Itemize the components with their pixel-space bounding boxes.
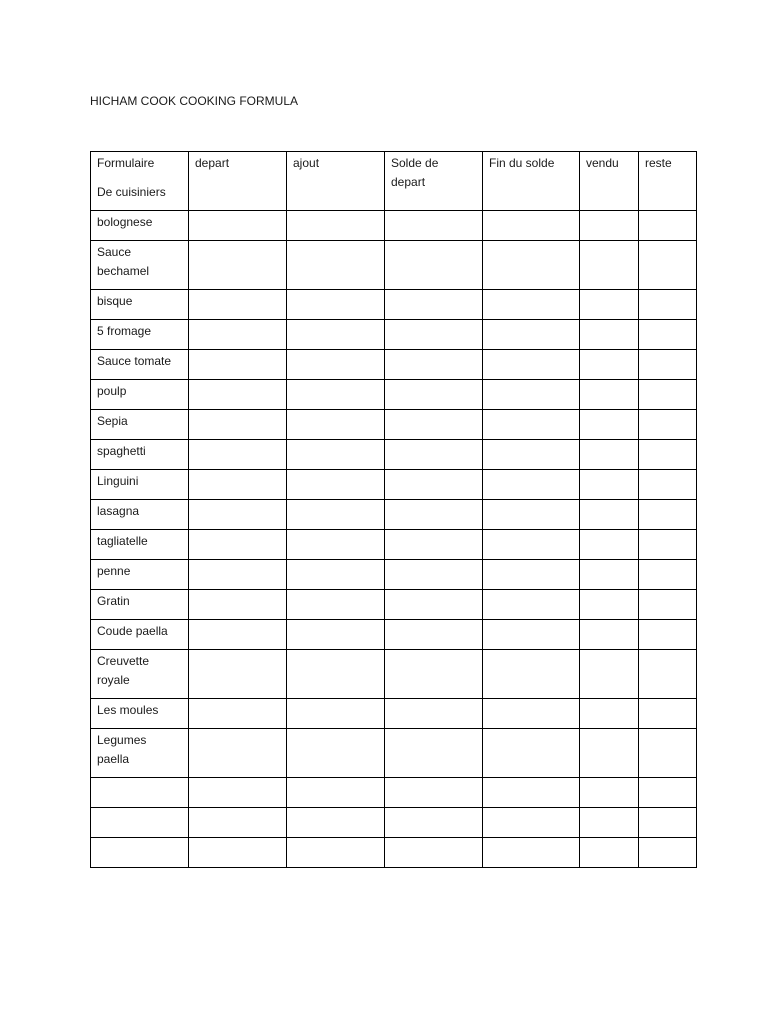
cell-ajout [287,590,385,620]
cell-vendu [580,650,639,699]
item-name-line1: Linguini [97,474,139,488]
cell-solde-de-depart [385,729,483,778]
table-row [91,241,697,290]
cell-depart [189,590,287,620]
cell-solde-de-depart [385,290,483,320]
item-name-cell [91,650,189,699]
item-name-line1: Sepia [97,414,128,428]
table-row [91,350,697,380]
cell-vendu [580,778,639,808]
item-name-cell [91,530,189,560]
item-name-line1: tagliatelle [97,534,148,548]
cell-fin-du-solde [483,778,580,808]
header-solde-line2: depart [391,175,426,189]
item-name-line1: Sauce tomate [97,354,172,368]
item-name-cell [91,590,189,620]
cell-ajout [287,211,385,241]
cell-depart [189,729,287,778]
cell-solde-de-depart [385,380,483,410]
table-row [91,410,697,440]
header-cell-solde-de-depart [385,152,483,211]
cell-vendu [580,808,639,838]
cell-depart [189,650,287,699]
cell-vendu [580,500,639,530]
cell-solde-de-depart [385,620,483,650]
table-row [91,620,697,650]
cell-reste [639,650,697,699]
cell-reste [639,320,697,350]
cell-reste [639,211,697,241]
cell-reste [639,838,697,868]
cell-depart [189,440,287,470]
table-row [91,699,697,729]
cell-vendu [580,699,639,729]
table-row [91,650,697,699]
table-row [91,320,697,350]
cell-solde-de-depart [385,778,483,808]
cell-depart [189,808,287,838]
cell-fin-du-solde [483,530,580,560]
cell-fin-du-solde [483,380,580,410]
table-body [91,152,697,868]
cell-vendu [580,410,639,440]
cell-ajout [287,290,385,320]
table-row [91,290,697,320]
cell-depart [189,699,287,729]
cell-solde-de-depart [385,241,483,290]
item-name-line1: 5 fromage [97,324,152,338]
cell-fin-du-solde [483,729,580,778]
cell-fin-du-solde [483,470,580,500]
table-row [91,440,697,470]
cell-fin-du-solde [483,320,580,350]
cell-vendu [580,380,639,410]
inventory-table [90,151,697,868]
cell-ajout [287,620,385,650]
cell-fin-du-solde [483,808,580,838]
header-solde-line1: Solde de [391,156,439,170]
cell-vendu [580,211,639,241]
header-cell-ajout: ajout [287,152,385,211]
cell-reste [639,410,697,440]
item-name-line1: lasagna [97,504,140,518]
cell-vendu [580,320,639,350]
cell-solde-de-depart [385,470,483,500]
table-row [91,560,697,590]
item-name-cell [91,290,189,320]
item-name-line1: Coude paella [97,624,168,638]
cell-ajout [287,808,385,838]
item-name-line1: bisque [97,294,133,308]
item-name-cell [91,440,189,470]
cell-vendu [580,440,639,470]
cell-depart [189,500,287,530]
item-name-line2: paella [97,752,130,766]
cell-vendu [580,560,639,590]
cell-depart [189,320,287,350]
header-cell-depart: depart [189,152,287,211]
item-name-cell [91,808,189,838]
item-name-line1: Gratin [97,594,130,608]
cell-vendu [580,530,639,560]
item-name-cell [91,470,189,500]
cell-solde-de-depart [385,650,483,699]
cell-reste [639,560,697,590]
cell-solde-de-depart [385,500,483,530]
cell-solde-de-depart [385,350,483,380]
item-name-line2: royale [97,673,130,687]
table-row [91,838,697,868]
cell-depart [189,838,287,868]
cell-reste [639,620,697,650]
cell-vendu [580,470,639,500]
cell-solde-de-depart [385,530,483,560]
cell-reste [639,778,697,808]
document-title: HICHAM COOK COOKING FORMULA [90,94,299,108]
cell-solde-de-depart [385,320,483,350]
cell-depart [189,380,287,410]
item-name-cell [91,410,189,440]
header-cell-reste: reste [639,152,697,211]
item-name-cell [91,729,189,778]
item-name-line1: poulp [97,384,127,398]
cell-fin-du-solde [483,500,580,530]
cell-fin-du-solde [483,560,580,590]
item-name-line1: Creuvette [97,654,150,668]
cell-solde-de-depart [385,560,483,590]
cell-reste [639,500,697,530]
cell-fin-du-solde [483,440,580,470]
item-name-line1: Legumes [97,733,147,747]
cell-vendu [580,620,639,650]
table-row [91,380,697,410]
cell-solde-de-depart [385,838,483,868]
cell-fin-du-solde [483,410,580,440]
cell-reste [639,380,697,410]
cell-ajout [287,778,385,808]
cell-depart [189,470,287,500]
cell-fin-du-solde [483,590,580,620]
item-name-line2: bechamel [97,264,150,278]
cell-vendu [580,290,639,320]
cell-ajout [287,838,385,868]
cell-reste [639,530,697,560]
cell-fin-du-solde [483,211,580,241]
cell-depart [189,290,287,320]
cell-solde-de-depart [385,699,483,729]
cell-reste [639,729,697,778]
item-name-cell [91,241,189,290]
cell-depart [189,410,287,440]
cell-ajout [287,530,385,560]
table-row [91,211,697,241]
cell-vendu [580,729,639,778]
cell-ajout [287,350,385,380]
item-name-cell [91,350,189,380]
table-row [91,729,697,778]
cell-vendu [580,590,639,620]
cell-solde-de-depart [385,410,483,440]
item-name-cell [91,211,189,241]
cell-ajout [287,650,385,699]
cell-depart [189,560,287,590]
header-cell-fin-du-solde: Fin du solde [483,152,580,211]
table-row [91,808,697,838]
cell-fin-du-solde [483,650,580,699]
cell-depart [189,778,287,808]
cell-depart [189,530,287,560]
item-name-line1: bolognese [97,215,153,229]
cell-ajout [287,410,385,440]
item-name-line1: spaghetti [97,444,146,458]
header-formulaire-label: Formulaire [97,156,155,170]
cell-reste [639,699,697,729]
header-cell-formulaire [91,152,189,211]
cell-depart [189,241,287,290]
cell-solde-de-depart [385,590,483,620]
cell-reste [639,808,697,838]
header-row [91,152,697,211]
cell-reste [639,440,697,470]
cell-fin-du-solde [483,290,580,320]
cell-ajout [287,560,385,590]
cell-ajout [287,500,385,530]
cell-reste [639,350,697,380]
item-name-cell [91,320,189,350]
item-name-line1: penne [97,564,131,578]
cell-solde-de-depart [385,440,483,470]
cell-vendu [580,350,639,380]
header-cuisiniers-label: De cuisiniers [97,185,166,199]
cell-solde-de-depart [385,808,483,838]
item-name-line1: Les moules [97,703,159,717]
table-row [91,500,697,530]
table-row [91,530,697,560]
table-row [91,778,697,808]
cell-reste [639,470,697,500]
cell-ajout [287,241,385,290]
item-name-cell [91,380,189,410]
cell-vendu [580,838,639,868]
cell-fin-du-solde [483,620,580,650]
item-name-cell [91,560,189,590]
cell-fin-du-solde [483,241,580,290]
cell-vendu [580,241,639,290]
cell-depart [189,211,287,241]
item-name-cell [91,778,189,808]
item-name-cell [91,699,189,729]
cell-ajout [287,729,385,778]
cell-ajout [287,440,385,470]
cell-reste [639,241,697,290]
cell-depart [189,350,287,380]
item-name-cell [91,500,189,530]
header-cell-vendu: vendu [580,152,639,211]
cell-depart [189,620,287,650]
cell-fin-du-solde [483,838,580,868]
table-row [91,470,697,500]
cell-solde-de-depart [385,211,483,241]
cell-ajout [287,380,385,410]
item-name-cell [91,620,189,650]
cell-ajout [287,470,385,500]
table-row [91,590,697,620]
item-name-line1: Sauce [97,245,132,259]
cell-ajout [287,320,385,350]
cell-reste [639,590,697,620]
item-name-cell [91,838,189,868]
cell-reste [639,290,697,320]
cell-fin-du-solde [483,350,580,380]
cell-ajout [287,699,385,729]
cell-fin-du-solde [483,699,580,729]
